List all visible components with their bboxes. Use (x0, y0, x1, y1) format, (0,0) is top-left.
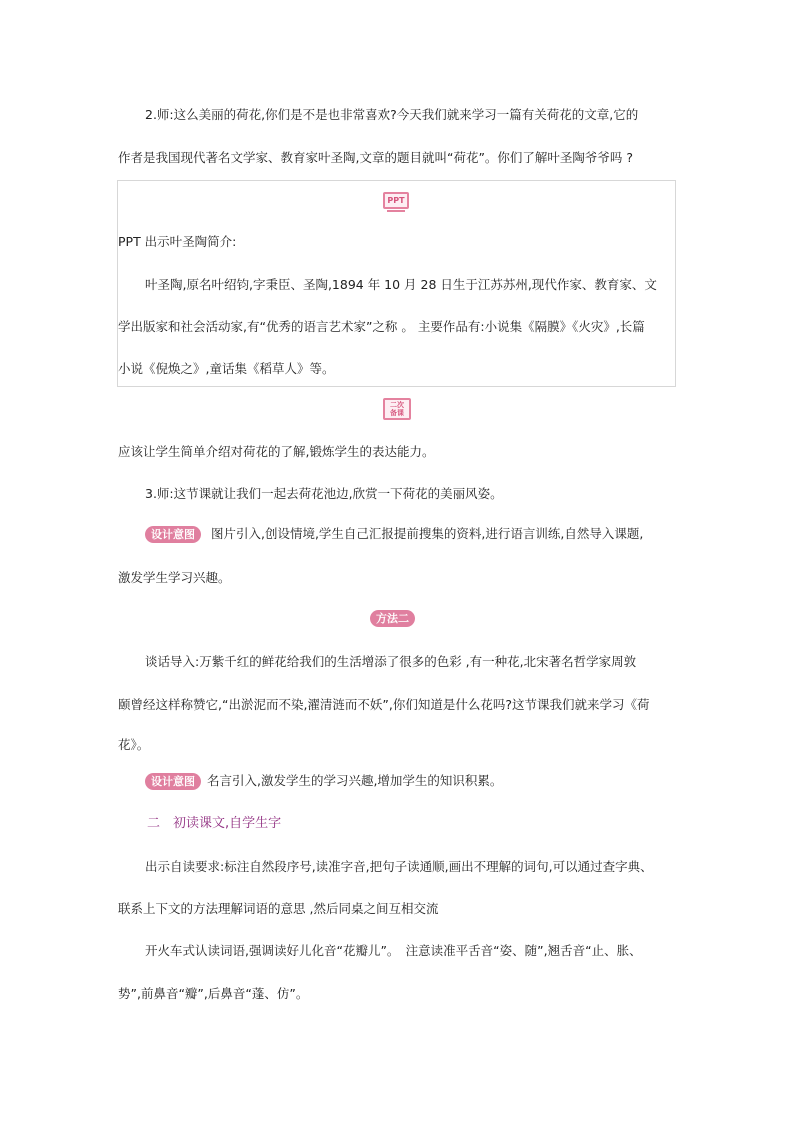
paragraph-line: 颐曾经这样称赞它,“出淤泥而不染,濯清涟而不妖”,你们知道是什么花吗?这节课我们就来学习《荷 (118, 697, 650, 712)
ppt-text-line: 小说《倪焕之》,童话集《稻草人》等。 (118, 361, 335, 376)
ppt-intro: PPT 出示叶圣陶简介: (118, 234, 237, 249)
section-heading: 二 初读课文,自学生字 (147, 816, 282, 831)
design-intent-badge: 设计意图 (145, 773, 201, 790)
ppt-icon: PPT (383, 192, 409, 209)
paragraph-line: 2.师:这么美丽的荷花,你们是不是也非常喜欢?今天我们就来学习一篇有关荷花的文章,它的 (145, 107, 639, 122)
second-prep-label-line1: 二次 (390, 401, 404, 409)
paragraph-line: 开火车式认读词语,强调读好儿化音“花瓣儿”。 注意读准平舌音“姿、随”,翘舌音“止、胀、 (145, 943, 642, 958)
paragraph-line: 出示自读要求:标注自然段序号,读准字音,把句子读通顺,画出不理解的词句,可以通过查字典、 (145, 859, 653, 874)
second-prep-icon (383, 398, 411, 420)
ppt-text-line: 学出版家和社会活动家,有“优秀的语言艺术家”之称 。 主要作品有:小说集《隔膜》《火灾》,长篇 (118, 319, 645, 334)
design-intent-text: 图片引入,创设情境,学生自己汇报提前搜集的资料,进行语言训练,自然导入课题, (210, 526, 644, 541)
paragraph-line: 激发学生学习兴趣。 (118, 570, 231, 585)
design-intent-badge: 设计意图 (145, 526, 201, 543)
paragraph-line: 3.师:这节课就让我们一起去荷花池边,欣赏一下荷花的美丽风姿。 (145, 486, 503, 501)
paragraph-line: 作者是我国现代著名文学家、教育家叶圣陶,文章的题目就叫“荷花”。你们了解叶圣陶爷爷吗 ? (118, 150, 634, 165)
paragraph-line: 花》。 (118, 737, 150, 752)
design-intent-row (145, 773, 502, 790)
paragraph-line: 势”,前鼻音“瓣”,后鼻音“蓬、仿”。 (118, 986, 309, 1001)
second-prep-label-line2: 备课 (390, 409, 404, 417)
paragraph-line: 谈话导入:万紫千红的鲜花给我们的生活增添了很多的色彩 ,有一种花,北宋著名哲学家周敦 (145, 654, 637, 669)
paragraph-line: 联系上下文的方法理解词语的意思 ,然后同桌之间互相交流 (118, 901, 439, 916)
design-intent-text: 名言引入,激发学生的学习兴趣,增加学生的知识积累。 (206, 773, 503, 788)
ppt-text-line: 叶圣陶,原名叶绍钧,字秉臣、圣陶,1894 年 10 月 28 日生于江苏苏州,现代作家、教育家、文 (145, 277, 657, 292)
paragraph-line: 应该让学生简单介绍对荷花的了解,锻炼学生的表达能力。 (118, 444, 435, 459)
method-two-badge: 方法二 (370, 610, 415, 627)
design-intent-row (145, 526, 643, 543)
